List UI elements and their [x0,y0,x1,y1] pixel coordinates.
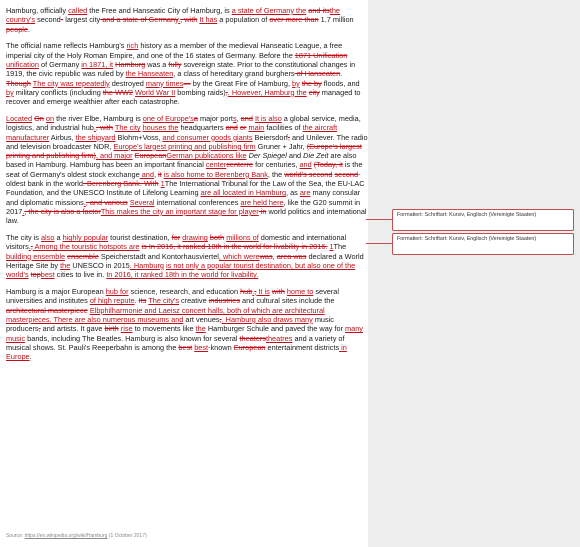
deleted-text: , with [95,123,114,133]
inserted-text: . [178,15,181,25]
text-run: are also based in Hamburg. Hamburg has been an important financial [6,151,357,170]
inserted-text: . However, Hamburg the [227,87,307,97]
inserted-text: It is also [254,113,282,123]
inserted-text: The city [114,123,141,133]
inserted-text: drawing [182,233,208,243]
deleted-text: world's second [284,169,333,179]
inserted-text: It has [199,15,218,25]
inserted-text: houses the [142,123,179,133]
inserted-text: one of Europe's [142,113,194,123]
inserted-text: are all located in Hamburg [200,188,287,198]
inserted-text: the [60,260,71,270]
text-run: and cultural sites include the [240,296,335,306]
text-run: sovereign state. Prior to the constitutional changes in 1919, the civic republic was ruled by [6,59,356,79]
inserted-text: In 2016, it ranked 18th in the world for livability. [106,270,259,280]
source-prefix: Source: [6,533,25,539]
inserted-text: the [195,324,206,334]
deleted-text: city [308,87,320,97]
deleted-text: it [158,169,162,179]
text-run: UNESCO in 2015 [70,260,130,270]
deleted-text: a [193,113,198,123]
inserted-text: . [252,287,255,297]
deleted-text: Hamburg [115,59,146,69]
text-run: tourist destination, [108,233,172,243]
text-run: , the [267,169,285,179]
inserted-text: World War II [135,87,176,97]
inserted-text: highly popular [62,233,109,243]
text-run: many consular and diplomatic missions [6,188,361,207]
text-run: by the Great Fire of Hamburg, [190,78,293,88]
deleted-text: Though [6,78,31,88]
text-run: and [286,151,304,161]
inserted-text: . Hamburg [129,260,164,270]
inserted-text: Among the touristic hotspots are [32,242,140,252]
inserted-text: of high repute [89,296,135,306]
inserted-text: by [292,78,300,88]
deleted-text: over more than [269,15,319,25]
deleted-text: , [254,287,257,297]
deleted-text: the by [301,78,322,88]
inserted-text: best [40,270,55,280]
inserted-text: , which were [218,251,260,261]
deleted-text: , the city is also a factor [24,206,101,216]
text-run: -known [208,342,234,352]
inserted-text: the shipyard [75,132,116,142]
inserted-text: theatres [265,333,293,343]
text-run: . [28,24,31,34]
text-run: creative [178,296,209,306]
deleted-text: , [38,324,41,334]
deleted-text: and [240,113,253,123]
inserted-text: building ensemble [6,251,66,261]
text-run: 1.7 million [318,15,354,25]
inserted-text: . [28,242,31,252]
deleted-text: and [225,123,238,133]
text-run: The [333,242,347,252]
inserted-text: best [194,342,209,352]
text-run: and Unilever. The radio and television broadcaster NDR, [6,132,368,151]
text-run: music producers [6,314,334,334]
deleted-text: second [334,169,359,179]
deleted-text: , [287,132,290,142]
text-run: , [272,251,277,261]
inserted-text: millions of [226,233,259,243]
deleted-text: and its [308,6,330,15]
inserted-text: rich [126,41,139,51]
text-run: , [153,169,159,179]
text-run: second [35,15,61,25]
deleted-text: , [225,87,228,97]
text-run: The International Tribunal for the Law of the Sea, the EU-LAC Foundation, and the UNESCO Institute of Lifelong Learning [6,179,365,198]
paragraph-tourism[interactable] [6,233,368,279]
deleted-text: — [183,78,191,88]
inserted-text: and [139,169,154,179]
text-run: is the seat of Germany's oldest stock exchange [6,160,363,179]
text-run: a [54,233,63,243]
source-link[interactable]: https://en.wikipedia.org/wiki/Hamburg [24,533,108,539]
deleted-text: fully [168,59,182,69]
deleted-text: industries [208,296,241,306]
inserted-text: the aircraft manufacturer [6,123,338,142]
deleted-text: , with [180,15,198,25]
inserted-text: many music [6,324,363,343]
inserted-text: and consumer goods giants [162,132,253,142]
text-run: of Germany [38,59,82,69]
text-run: bombing raids) [175,87,226,97]
inserted-text: is not only a popular tourist destination, but also one of the world's [6,260,356,280]
text-run: a global service, media, logistics, and industrial hub [6,113,361,133]
text-run: major port [197,113,233,123]
inserted-text: called [68,6,88,15]
inserted-text: . [22,206,25,216]
deleted-text: for [171,233,181,243]
text-run: the Free and Hanseatic City of Hamburg, is [87,6,232,15]
text-run: bands, including The Beatles. Hamburg is also known for several [25,333,240,343]
deleted-text: the WW2 [102,87,133,97]
deleted-text: architectural masterpiece [6,305,88,315]
text-run: , a class of hereditary grand burghers [173,69,295,79]
text-run: world politics and international law. [6,206,367,226]
deleted-text: and a state of Germany [100,15,179,25]
text-run: . [134,296,139,306]
text-run: military conflicts (including [13,87,103,97]
inserted-text: The city's [148,296,179,306]
text-run: destroyed [109,78,146,88]
inserted-text: Europe's largest printing and publishing firm [113,141,256,151]
text-run: headquarters [178,123,226,133]
deleted-text: - [60,15,64,25]
text-run: for centuries, [253,160,300,170]
deleted-text: in [258,206,267,216]
text-run: the river Elbe, Hamburg is [54,113,143,123]
deleted-text: with [271,287,285,297]
deleted-text: hub [240,287,253,297]
paragraph-history[interactable] [6,41,368,106]
inserted-text: The city was repeatedly [32,78,110,88]
source-date: (1 October 2017) [107,533,147,539]
inserted-text: the country's [6,6,341,25]
inserted-text: . [93,123,96,133]
paragraph-intro[interactable] [6,6,368,34]
text-run: Speicherstadt and Kontorhausviertel [98,251,219,261]
inserted-text: 1 [160,179,165,189]
comment-balloon[interactable] [392,233,574,255]
inserted-text: Elbphilharmonie and Laeisz concert halls, both of which are architectural masterpieces. There are also numerous museums and [6,305,325,324]
text-run: Blohm+Voss, [115,132,163,142]
deleted-text: birth [104,324,119,334]
text-run: , like the G20 summit in 2017 [6,197,361,216]
text-run: , as [286,188,300,198]
deleted-text: , [219,314,222,324]
inserted-text: on [45,113,55,123]
deleted-text: (Europe's largest printing and publishing firm) [6,141,362,161]
inserted-text: . [83,197,86,207]
inserted-text: . Hamburg also draws many [221,314,313,324]
text-run: Beiersdorf [252,132,288,142]
inserted-text: a state of Germany the [231,6,307,15]
deleted-text: top [30,270,41,280]
paragraph-culture[interactable] [6,287,368,361]
inserted-text: by [6,87,14,97]
deleted-text: is In 2016, it ranked 18th in the world for livability in 2016. [141,242,328,252]
text-run: largest city [63,15,101,25]
deleted-text: . Berenberg Bank. With [82,179,159,189]
comment-connector [366,219,392,220]
inserted-text: 1 [329,242,334,252]
text-run: was a [145,59,169,69]
text-run: Hamburger Schule and paved the way for [205,324,346,334]
inserted-text: the Hanseaten [125,69,174,79]
inserted-text: main [248,123,265,133]
text-run: -oldest bank in the world [6,169,361,189]
deleted-text: best [178,342,193,352]
text-run: entertainment districts [265,342,340,352]
inserted-text: home to [286,287,314,297]
paragraph-economy[interactable] [6,114,368,226]
text-run: The official name reflects Hamburg's [6,41,127,51]
inserted-text: in 1871, it [81,59,114,69]
deleted-text: , and various [85,197,128,207]
inserted-text: center [205,160,227,170]
text-run: . [340,69,343,79]
text-run: cities to live in. [54,270,107,280]
deleted-text: both [209,233,225,243]
text-run: Gruner + Jahr, [255,141,307,151]
text-run: facilities of [264,123,303,133]
deleted-text: ensemble [67,251,99,261]
comment-text: Formatiert: Schriftart: Kursiv, Englisch (Vereinigte Staaten) [397,236,537,242]
inserted-text: s [232,113,237,123]
text-run: art venues [183,314,220,324]
inserted-text: , and major [95,151,133,161]
text-run: managed to recover and emerge wealthier after each catastrophe. [6,87,361,107]
text-run: a population of [217,15,270,25]
inserted-text: and [299,160,312,170]
italic-text: Die Zeit [303,151,329,161]
deleted-text: (Today, it [313,160,343,170]
inserted-text: It is [256,287,270,297]
inserted-text: Several [129,197,155,207]
inserted-text: many times [145,78,184,88]
text-run: . [29,352,32,362]
text-run: and a variety of musical shows. St. Pauli's Reeperbahn is among the [6,333,345,352]
deleted-text: of Hanseaten [294,69,341,79]
deleted-text: , [30,242,33,252]
deleted-text: centerre [226,160,254,170]
inserted-text: This makes the city an important stage for player [100,206,259,216]
inserted-text: unification [6,59,39,69]
deleted-text: or [239,123,247,133]
text-run: to movements like [132,324,196,334]
text-run: Airbus, [49,132,76,142]
comment-balloon[interactable] [392,209,574,231]
inserted-text: hub for [105,287,129,297]
text-run: declared a World Heritage Site by [6,251,364,270]
text-run: international conferences [154,197,241,207]
text-run: Hamburg is a major European [6,287,106,297]
markup-pane [368,0,580,547]
inserted-text: in Europe [6,342,347,362]
deleted-text: 1871 Unification [294,50,348,60]
inserted-text: Located [6,113,33,123]
comment-connector [366,243,392,244]
deleted-text: was [259,251,273,261]
inserted-text: are held here [240,197,284,207]
deleted-text: European [233,342,266,352]
inserted-text: also [40,233,55,243]
text-run: several universities and institutes [6,287,339,306]
text-run: Hamburg, officially [6,6,69,15]
text-run: and artists. It gave [40,324,105,334]
text-run: domestic and international visitors [6,233,347,252]
deleted-text: On [34,113,44,123]
deleted-text: European [134,151,167,161]
source-note [6,533,147,539]
deleted-text: area was [276,251,307,261]
deleted-text: people [6,24,28,34]
text-run: science, research, and education [128,287,241,297]
text-run: , [236,113,241,123]
text-run: floods, and [321,78,360,88]
italic-text: Der Spiegel [248,151,287,161]
inserted-text: rise [120,324,133,334]
inserted-text: German publications like [166,151,247,161]
deleted-text: Its [138,296,147,306]
deleted-text: theaters [239,333,266,343]
comment-text: Formatiert: Schriftart: Kursiv, Englisch (Vereinigte Staaten) [397,212,537,218]
text-run: The city is [6,233,41,243]
text-run: history as a member of the medieval Hanseatic League, a free imperial city of the Holy Roman Empire, and one of the 16 states of Germany. Before the [6,41,343,60]
inserted-text: is also home to Berenberg Bank [163,169,268,179]
inserted-text: are [299,188,311,198]
